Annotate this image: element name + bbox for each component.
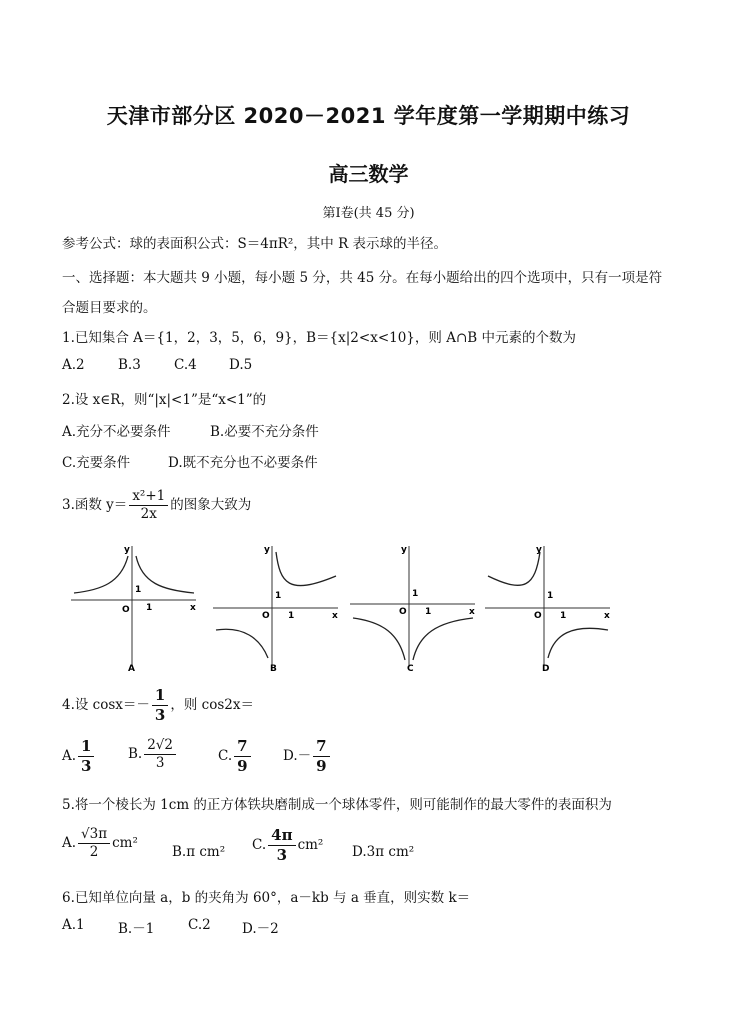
- q4-option-a-label: A.: [62, 747, 77, 764]
- q2-option-a: A.充分不必要条件: [62, 424, 171, 440]
- formula-note: 参考公式：球的表面积公式：S＝4πR²，其中 R 表示球的半径。: [62, 236, 448, 252]
- instruction-line-1: 一、选择题：本大题共 9 小题，每小题 5 分，共 45 分。在每小题给出的四个选项中，只有一项是符: [62, 270, 663, 286]
- q2-stem: 2.设 x∈R，则“|x|<1”是“x<1”的: [62, 392, 267, 408]
- instruction-line-2: 合题目要求的。: [62, 300, 157, 316]
- x-label: x: [190, 603, 196, 613]
- q4-option-a-den: 3: [81, 756, 92, 775]
- q6-option-d: D.－2: [242, 921, 279, 937]
- q1-stem: 1.已知集合 A＝{1，2，3，5，6，9}，B＝{x|2<x<10}，则 A∩B 中元素的个数为: [62, 330, 576, 346]
- q1-option-c: C.4: [174, 357, 197, 373]
- q4-stem-suffix: ，则 cos2x＝: [170, 696, 254, 713]
- origin-label: O: [262, 611, 270, 621]
- q5-option-b: B.π cm²: [172, 844, 226, 860]
- tick-x-label: 1: [425, 607, 432, 617]
- q4-option-b-num: 2√2: [144, 737, 176, 755]
- graph-letter: D: [542, 664, 550, 673]
- q5-option-c: [252, 826, 323, 865]
- q5-option-a-frac: [78, 826, 110, 861]
- q4-option-c-frac: [234, 737, 250, 776]
- q5-option-d: D.3π cm²: [352, 844, 415, 860]
- q5-option-c-frac: [268, 826, 295, 865]
- q4-stem: [62, 686, 254, 725]
- q1-option-b: B.3: [118, 357, 141, 373]
- tick-y-label: 1: [547, 591, 554, 601]
- q3-graph-a: [66, 538, 201, 673]
- y-label: y: [401, 545, 407, 555]
- subject-title: 高三数学: [328, 162, 409, 186]
- q3-fraction-num: x²+1: [129, 488, 168, 506]
- q5-option-c-den: 3: [276, 845, 288, 864]
- q4-fraction-den: 3: [154, 705, 166, 724]
- q4-option-c-num: 7: [234, 737, 250, 757]
- q4-option-d-num: 7: [313, 737, 329, 757]
- curve-left: [488, 552, 540, 585]
- q3-stem: [62, 488, 251, 523]
- q4-option-b: [128, 737, 178, 772]
- page-title: 天津市部分区 2020－2021 学年度第一学期期中练习: [106, 104, 631, 128]
- tick-x-label: 1: [146, 603, 153, 613]
- q3-stem-suffix: 的图象大致为: [170, 496, 252, 513]
- q4-option-c: [218, 737, 253, 776]
- section-heading: 第Ⅰ卷(共 45 分): [322, 206, 415, 221]
- q1-option-a: A.2: [62, 357, 85, 373]
- q4-option-a: [62, 737, 96, 776]
- q3-graph-b: [208, 538, 343, 673]
- y-label: y: [264, 545, 270, 555]
- q1-option-d: D.5: [229, 357, 253, 373]
- q4-option-b-frac: [144, 737, 176, 772]
- q4-option-d-frac: [313, 737, 329, 776]
- q4-option-c-den: 9: [237, 756, 248, 775]
- q4-option-d-label: D.: [283, 747, 298, 764]
- curve-right: [413, 618, 473, 660]
- q6-stem: 6.已知单位向量 a，b 的夹角为 60°，a－kb 与 a 垂直，则实数 k＝: [62, 890, 471, 906]
- q6-option-b: B.－1: [118, 921, 155, 937]
- graph-letter: A: [128, 664, 135, 673]
- q5-option-c-unit: cm²: [297, 836, 324, 853]
- q5-option-a: [62, 826, 138, 861]
- y-label: y: [536, 545, 542, 555]
- q5-option-a-den: 2: [89, 843, 99, 860]
- q5-option-c-label: C.: [252, 836, 267, 853]
- q4-option-b-den: 3: [155, 754, 165, 771]
- q5-option-a-unit: cm²: [112, 834, 138, 851]
- curve-left: [353, 618, 405, 660]
- curve-right: [276, 552, 336, 586]
- x-label: x: [604, 611, 610, 621]
- q2-option-c: C.充要条件: [62, 455, 131, 471]
- x-label: x: [469, 607, 475, 617]
- graph-letter: B: [270, 664, 277, 673]
- q4-option-a-frac: [78, 737, 94, 776]
- tick-x-label: 1: [560, 611, 567, 621]
- q3-stem-prefix: 3.函数 y＝: [62, 496, 128, 513]
- q4-fraction-num: 1: [152, 686, 168, 706]
- q4-option-d-den: 9: [316, 756, 327, 775]
- q4-option-d: [283, 737, 332, 776]
- tick-y-label: 1: [135, 585, 142, 595]
- q4-option-c-label: C.: [218, 747, 233, 764]
- q2-option-d: D.既不充分也不必要条件: [168, 455, 318, 471]
- curve-left: [216, 629, 268, 658]
- tick-y-label: 1: [275, 591, 282, 601]
- tick-x-label: 1: [288, 611, 295, 621]
- q5-option-a-label: A.: [62, 834, 77, 851]
- y-label: y: [124, 545, 130, 555]
- q4-option-d-minus: －: [297, 747, 312, 764]
- tick-y-label: 1: [412, 589, 419, 599]
- origin-label: O: [122, 605, 130, 615]
- q3-fraction-den: 2x: [140, 505, 157, 522]
- curve-left: [74, 556, 128, 593]
- curve-right: [548, 628, 608, 658]
- q2-option-b: B.必要不充分条件: [210, 424, 319, 440]
- q5-option-a-num: √3π: [78, 826, 110, 844]
- q4-option-b-label: B.: [128, 745, 143, 762]
- q4-option-a-num: 1: [78, 737, 94, 757]
- curve-right: [136, 556, 194, 593]
- q3-fraction: [129, 488, 168, 523]
- q3-graph-d: [480, 538, 615, 673]
- origin-label: O: [399, 607, 407, 617]
- q5-stem: 5.将一个棱长为 1cm 的正方体铁块磨制成一个球体零件，则可能制作的最大零件的表面积为: [62, 797, 612, 813]
- graph-letter: C: [407, 664, 414, 673]
- q4-fraction: [152, 686, 168, 725]
- q5-option-c-num: 4π: [268, 826, 295, 846]
- q6-option-a: A.1: [62, 917, 85, 933]
- q3-graph-c: [345, 538, 480, 673]
- q6-option-c: C.2: [188, 917, 211, 933]
- x-label: x: [332, 611, 338, 621]
- q4-stem-prefix: 4.设 cosx＝－: [62, 696, 150, 713]
- origin-label: O: [534, 611, 542, 621]
